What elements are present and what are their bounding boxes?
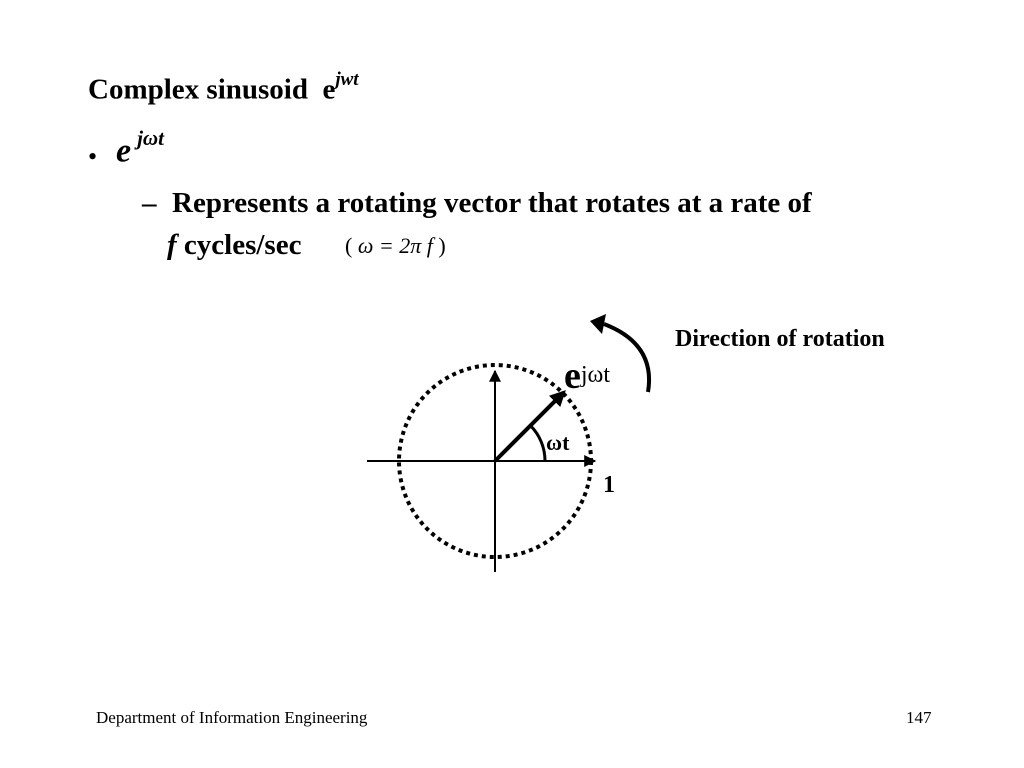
formula-body: ω = 2π f — [357, 233, 433, 258]
bullet-exponent: jωt — [137, 126, 164, 150]
vector-label — [564, 355, 610, 397]
vector-label-base: e — [564, 355, 581, 397]
unit-label: 1 — [603, 472, 615, 498]
angle-label: ωt — [546, 430, 570, 455]
sub-bullet-marker: – — [142, 187, 157, 219]
slide-title-base: e — [322, 73, 336, 106]
angle-arc — [530, 426, 545, 461]
sub-bullet-variable: f — [167, 229, 177, 261]
formula-open-paren: ( — [345, 233, 353, 258]
sub-bullet-unit: cycles/sec — [183, 229, 302, 261]
slide-title-exponent: jwt — [335, 69, 359, 90]
sub-bullet-line1: Represents a rotating vector that rotates at a rate of — [172, 187, 812, 219]
slide-title-text: Complex sinusoid — [88, 73, 308, 106]
vector-label-exponent: jωt — [580, 362, 611, 388]
rotation-direction-arrow — [604, 324, 649, 392]
formula-close-paren: ) — [438, 233, 446, 258]
rotation-arrowhead — [590, 314, 606, 334]
bullet-base: e — [116, 132, 132, 170]
page-number: 147 — [906, 708, 932, 727]
bullet-marker: • — [88, 142, 98, 171]
rotation-direction-label: Direction of rotation — [675, 326, 885, 352]
footer-department: Department of Information Engineering — [96, 708, 368, 727]
